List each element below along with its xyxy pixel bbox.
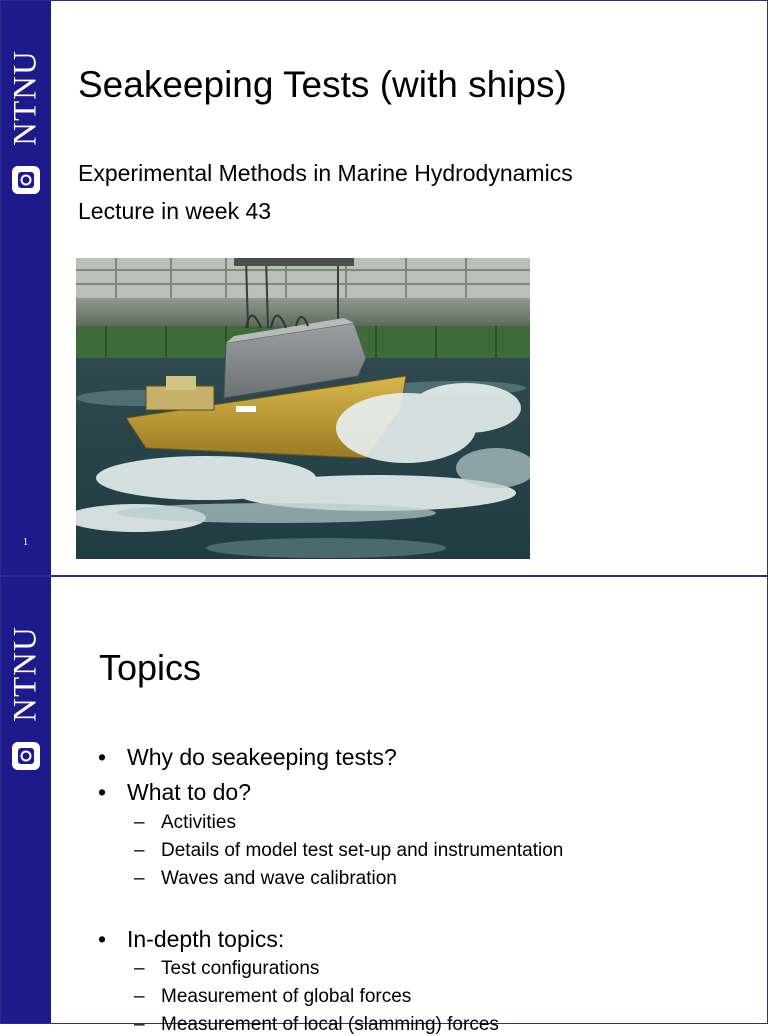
subtitle-course: Experimental Methods in Marine Hydrodynamics: [78, 160, 573, 186]
sub-bullet-item: [134, 840, 563, 862]
ntnu-emblem-icon: [12, 166, 40, 194]
brand-sidebar: [0, 0, 51, 576]
bullet-text: In-depth topics:: [127, 926, 285, 952]
logo-text: NTNU: [7, 50, 44, 146]
sub-bullet-item: [134, 1014, 499, 1036]
ntnu-emblem-icon: [12, 742, 40, 770]
slide-title: Topics: [99, 647, 202, 688]
sub-bullet-item: [134, 812, 236, 834]
bullet-icon: •: [98, 926, 107, 952]
sub-bullet-text: Waves and wave calibration: [161, 868, 397, 889]
page-number: 1: [22, 536, 29, 548]
bullet-item: [98, 926, 284, 953]
bullet-text: What to do?: [127, 779, 252, 805]
dash-icon: –: [134, 840, 145, 861]
logo-text: NTNU: [7, 626, 44, 722]
sub-bullet-text: Measurement of global forces: [161, 986, 412, 1007]
sub-bullet-text: Details of model test set-up and instrumentation: [161, 840, 564, 861]
brand-sidebar: [0, 576, 51, 1024]
bullet-text: Why do seakeeping tests?: [127, 744, 397, 770]
sub-bullet-text: Measurement of local (slamming) forces: [161, 1014, 499, 1035]
subtitle-lecture: Lecture in week 43: [78, 198, 272, 224]
dash-icon: –: [134, 868, 145, 889]
sub-bullet-item: [134, 958, 319, 980]
dash-icon: –: [134, 958, 145, 979]
dash-icon: –: [134, 812, 145, 833]
bullet-item: [98, 744, 397, 771]
ship-model-photo: [76, 258, 530, 559]
dash-icon: –: [134, 986, 145, 1007]
sub-bullet-text: Activities: [161, 812, 236, 833]
sub-bullet-text: Test configurations: [161, 958, 320, 979]
slide-title: Seakeeping Tests (with ships): [78, 64, 567, 105]
bullet-item: [98, 779, 251, 806]
sub-bullet-item: [134, 868, 397, 890]
bullet-icon: •: [98, 779, 107, 805]
sub-bullet-item: [134, 986, 411, 1008]
dash-icon: –: [134, 1014, 145, 1035]
bullet-icon: •: [98, 744, 107, 770]
